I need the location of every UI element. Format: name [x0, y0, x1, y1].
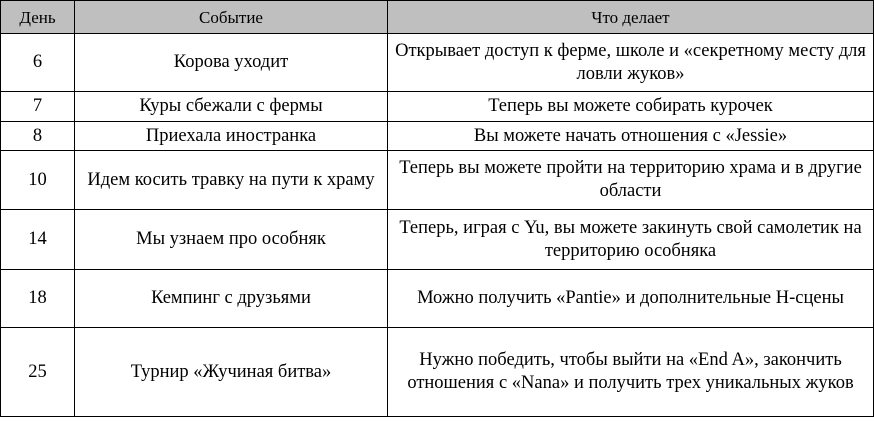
cell-effect: Теперь, играя с Yu, вы можете закинуть свой самолетик на территорию особняка — [388, 210, 874, 270]
table-row — [1, 34, 874, 92]
cell-day: 18 — [1, 270, 75, 328]
table-row — [1, 151, 874, 210]
table-row — [1, 92, 874, 122]
table-row — [1, 210, 874, 270]
table-row — [1, 328, 874, 417]
cell-effect: Теперь вы можете пройти на территорию храма и в другие области — [388, 151, 874, 210]
header-day: День — [1, 1, 75, 34]
cell-event: Кемпинг с друзьями — [75, 270, 388, 328]
cell-day: 25 — [1, 328, 75, 417]
cell-effect: Открывает доступ к ферме, школе и «секретному месту для ловли жуков» — [388, 34, 874, 92]
cell-effect: Можно получить «Pantie» и дополнительные H-сцены — [388, 270, 874, 328]
table-header-row — [1, 1, 874, 34]
cell-effect: Теперь вы можете собирать курочек — [388, 92, 874, 122]
cell-event: Идем косить травку на пути к храму — [75, 151, 388, 210]
cell-event: Турнир «Жучиная битва» — [75, 328, 388, 417]
cell-day: 7 — [1, 92, 75, 122]
cell-effect: Вы можете начать отношения с «Jessie» — [388, 122, 874, 151]
table-row — [1, 270, 874, 328]
header-effect: Что делает — [388, 1, 874, 34]
table-row — [1, 122, 874, 151]
cell-event: Приехала иностранка — [75, 122, 388, 151]
cell-day: 10 — [1, 151, 75, 210]
cell-day: 14 — [1, 210, 75, 270]
cell-day: 8 — [1, 122, 75, 151]
cell-event: Куры сбежали с фермы — [75, 92, 388, 122]
cell-event: Корова уходит — [75, 34, 388, 92]
cell-effect: Нужно победить, чтобы выйти на «End A», закончить отношения с «Nana» и получить трех уникальных жуков — [388, 328, 874, 417]
cell-day: 6 — [1, 34, 75, 92]
header-event: Событие — [75, 1, 388, 34]
cell-event: Мы узнаем про особняк — [75, 210, 388, 270]
